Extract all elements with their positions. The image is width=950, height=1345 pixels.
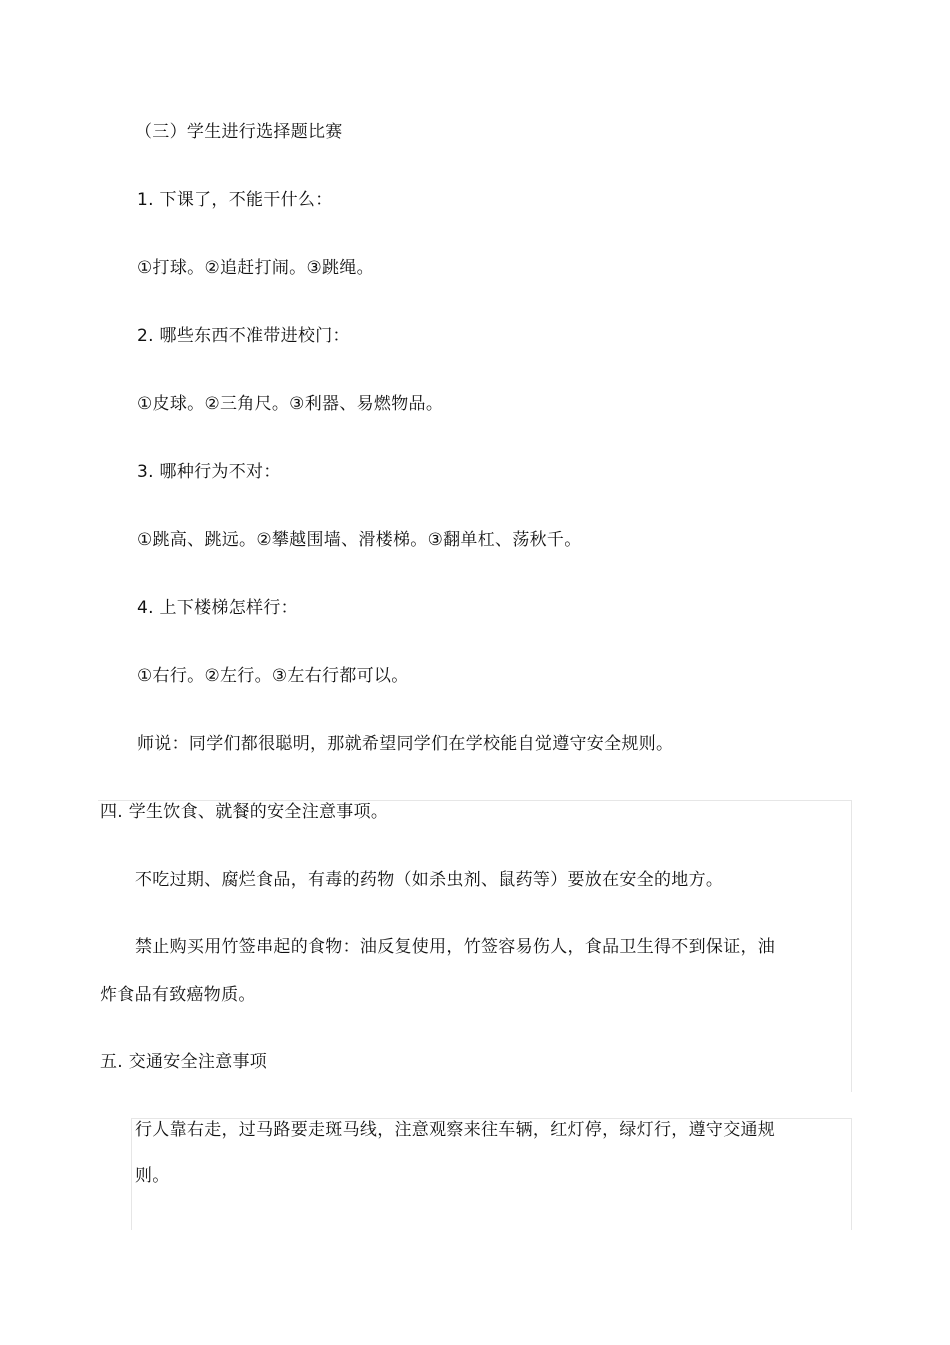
section-5-heading: 五. 交通安全注意事项 bbox=[100, 1052, 268, 1072]
section-4-paragraph-2-line-1: 禁止购买用竹签串起的食物：油反复使用，竹签容易伤人，食品卫生得不到保证，油 bbox=[135, 937, 776, 957]
section-5-paragraph-line-1: 行人靠右走，过马路要走斑马线，注意观察来往车辆，红灯停，绿灯行，遵守交通规 bbox=[135, 1120, 776, 1140]
question-2: 2. 哪些东西不准带进校门： bbox=[137, 326, 350, 346]
question-2-options: ①皮球。②三角尺。③利器、易燃物品。 bbox=[137, 394, 444, 414]
teacher-remark: 师说：同学们都很聪明，那就希望同学们在学校能自觉遵守安全规则。 bbox=[137, 734, 674, 754]
question-4-options: ①右行。②左行。③左右行都可以。 bbox=[137, 666, 409, 686]
question-3-options: ①跳高、跳远。②攀越围墙、滑楼梯。③翻单杠、荡秋千。 bbox=[137, 530, 582, 550]
question-1-options: ①打球。②追赶打闹。③跳绳。 bbox=[137, 258, 374, 278]
question-1: 1. 下课了，不能干什么： bbox=[137, 190, 333, 210]
question-4: 4. 上下楼梯怎样行： bbox=[137, 598, 298, 618]
section-5-paragraph-line-2: 则。 bbox=[135, 1166, 170, 1186]
section-4-paragraph-2-line-2: 炸食品有致癌物质。 bbox=[100, 985, 256, 1005]
section-4-heading: 四. 学生饮食、就餐的安全注意事项。 bbox=[100, 802, 389, 822]
section-4-paragraph-1: 不吃过期、腐烂食品，有毒的药物（如杀虫剂、鼠药等）要放在安全的地方。 bbox=[135, 870, 724, 890]
question-3: 3. 哪种行为不对： bbox=[137, 462, 281, 482]
section-3-heading: （三）学生进行选择题比赛 bbox=[135, 122, 343, 142]
